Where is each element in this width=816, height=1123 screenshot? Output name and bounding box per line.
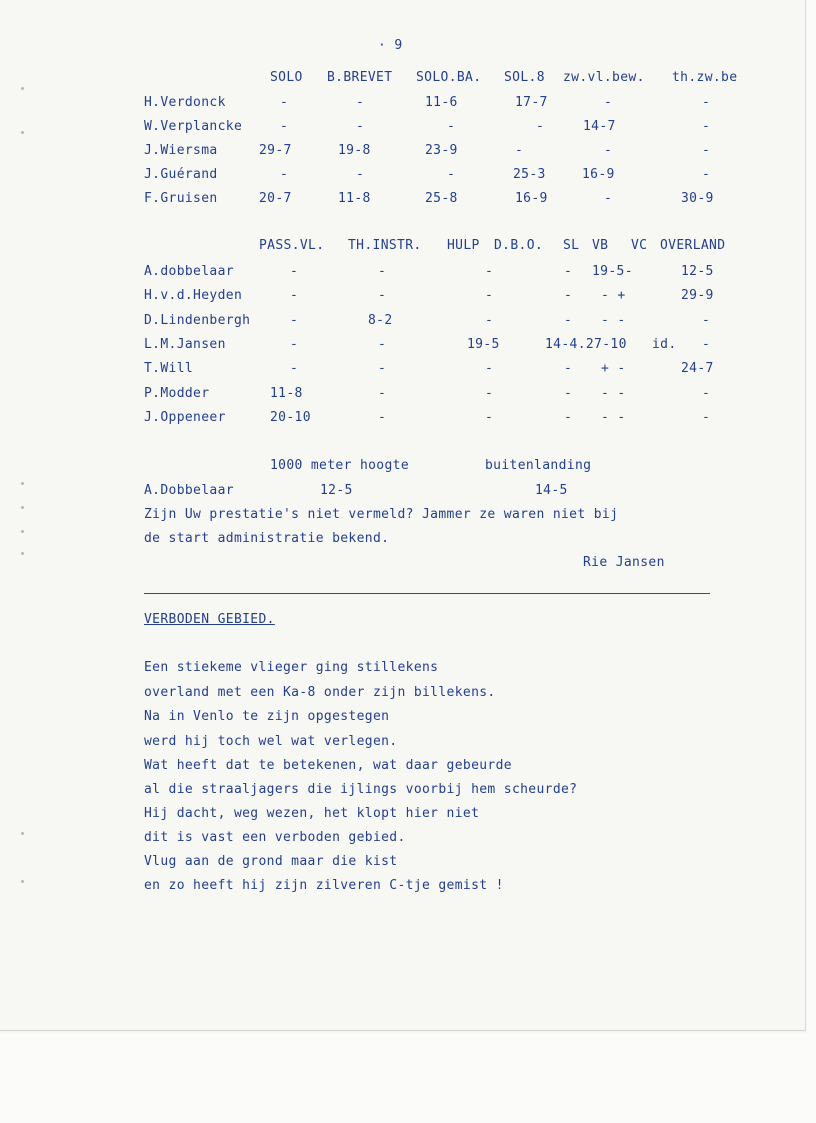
row-name: H.Verdonck (144, 95, 226, 110)
cell: - (564, 288, 573, 303)
signature: Rie Jansen (583, 555, 665, 570)
row-name: W.Verplancke (144, 119, 243, 134)
poem-line: overland met een Ka-8 onder zijn billekens. (144, 685, 496, 700)
poem-title: VERBODEN GEBIED. (144, 612, 275, 627)
header-1000m-hoogte: 1000 meter hoogte (270, 458, 410, 473)
cell: 24-7 (681, 361, 714, 376)
cell: - (702, 313, 711, 328)
divider-line (144, 593, 710, 594)
cell: 14-7 (583, 119, 616, 134)
cell: 19-5- (592, 264, 633, 279)
header-solo: SOLO (270, 70, 303, 85)
cell: - (702, 119, 711, 134)
cell: - - (601, 410, 626, 425)
cell: - (485, 313, 494, 328)
cell: - (515, 143, 524, 158)
cell: 19-5 (467, 337, 500, 352)
cell: - (378, 264, 387, 279)
header-zw-vl-bew: zw.vl.bew. (563, 70, 645, 85)
cell: - (378, 361, 387, 376)
cell: - (702, 95, 711, 110)
cell: - (564, 410, 573, 425)
cell: - (702, 337, 711, 352)
page-number: · 9 (378, 38, 403, 53)
cell: - (280, 167, 289, 182)
cell: - (604, 191, 613, 206)
cell: - (485, 386, 494, 401)
cell: 11-6 (425, 95, 458, 110)
cell: 14-5 (535, 483, 568, 498)
cell: 30-9 (681, 191, 714, 206)
cell: - (485, 264, 494, 279)
poem-line: werd hij toch wel wat verlegen. (144, 734, 398, 749)
header-b-brevet: B.BREVET (327, 70, 393, 85)
header-dbo: D.B.O. (494, 238, 544, 253)
cell: - (564, 361, 573, 376)
cell: 29-9 (681, 288, 714, 303)
cell: - (378, 410, 387, 425)
cell: - (280, 119, 289, 134)
cell: 17-7 (515, 95, 548, 110)
cell: - (378, 386, 387, 401)
cell: 11-8 (270, 386, 303, 401)
poem-line: al die straaljagers die ijlings voorbij hem scheurde? (144, 782, 578, 797)
header-sol8: SOL.8 (504, 70, 545, 85)
row-name: A.Dobbelaar (144, 483, 234, 498)
header-buitenlanding: buitenlanding (485, 458, 592, 473)
cell: - (290, 337, 299, 352)
cell: - (356, 95, 365, 110)
cell: - (536, 119, 545, 134)
cell: - (604, 95, 613, 110)
cell: - (702, 167, 711, 182)
cell: - (564, 264, 573, 279)
cell: - (564, 313, 573, 328)
cell: 23-9 (425, 143, 458, 158)
cell: 20-10 (270, 410, 311, 425)
cell: id. (652, 337, 677, 352)
cell: - (290, 313, 299, 328)
row-name: J.Wiersma (144, 143, 218, 158)
cell: 12-5 (681, 264, 714, 279)
row-name: J.Guérand (144, 167, 218, 182)
poem-line: Wat heeft dat te betekenen, wat daar gebeurde (144, 758, 512, 773)
cell: + - (601, 361, 626, 376)
header-vc: VC (631, 238, 648, 253)
cell: 12-5 (320, 483, 353, 498)
cell: 16-9 (515, 191, 548, 206)
cell: 11-8 (338, 191, 371, 206)
header-pass-vl: PASS.VL. (259, 238, 325, 253)
row-name: L.M.Jansen (144, 337, 226, 352)
cell: - (356, 167, 365, 182)
cell: - (447, 167, 456, 182)
cell: 14-4.27-10 (545, 337, 627, 352)
poem-line: dit is vast een verboden gebied. (144, 830, 406, 845)
note-line: de start administratie bekend. (144, 531, 390, 546)
row-name: A.dobbelaar (144, 264, 234, 279)
cell: 16-9 (582, 167, 615, 182)
cell: - (290, 361, 299, 376)
cell: - (485, 361, 494, 376)
cell: - (564, 386, 573, 401)
row-name: P.Modder (144, 386, 210, 401)
cell: - (604, 143, 613, 158)
cell: - (485, 288, 494, 303)
header-th-zw-be: th.zw.be (672, 70, 738, 85)
poem-line: Na in Venlo te zijn opgestegen (144, 709, 390, 724)
note-line: Zijn Uw prestatie's niet vermeld? Jammer ze waren niet bij (144, 507, 619, 522)
header-hulp: HULP (447, 238, 480, 253)
row-name: F.Gruisen (144, 191, 218, 206)
row-name: D.Lindenbergh (144, 313, 251, 328)
cell: 20-7 (259, 191, 292, 206)
cell: - (447, 119, 456, 134)
row-name: T.Will (144, 361, 194, 376)
row-name: H.v.d.Heyden (144, 288, 243, 303)
cell: 29-7 (259, 143, 292, 158)
cell: - (378, 337, 387, 352)
cell: 25-3 (513, 167, 546, 182)
cell: - (378, 288, 387, 303)
cell: - (702, 386, 711, 401)
cell: - (290, 288, 299, 303)
cell: - - (601, 313, 626, 328)
cell: - - (601, 386, 626, 401)
cell: - (280, 95, 289, 110)
cell: 25-8 (425, 191, 458, 206)
poem-line: Een stiekeme vlieger ging stillekens (144, 660, 439, 675)
row-name: J.Oppeneer (144, 410, 226, 425)
poem-line: en zo heeft hij zijn zilveren C-tje gemist ! (144, 878, 504, 893)
cell: 8-2 (368, 313, 393, 328)
cell: - + (601, 288, 626, 303)
header-sl: SL (563, 238, 580, 253)
cell: - (290, 264, 299, 279)
poem-line: Vlug aan de grond maar die kist (144, 854, 398, 869)
header-solo-ba: SOLO.BA. (416, 70, 482, 85)
cell: 19-8 (338, 143, 371, 158)
header-overland: OVERLAND (660, 238, 726, 253)
cell: - (702, 143, 711, 158)
cell: - (485, 410, 494, 425)
poem-line: Hij dacht, weg wezen, het klopt hier niet (144, 806, 480, 821)
header-th-instr: TH.INSTR. (348, 238, 422, 253)
cell: - (702, 410, 711, 425)
header-vb: VB (592, 238, 609, 253)
cell: - (356, 119, 365, 134)
